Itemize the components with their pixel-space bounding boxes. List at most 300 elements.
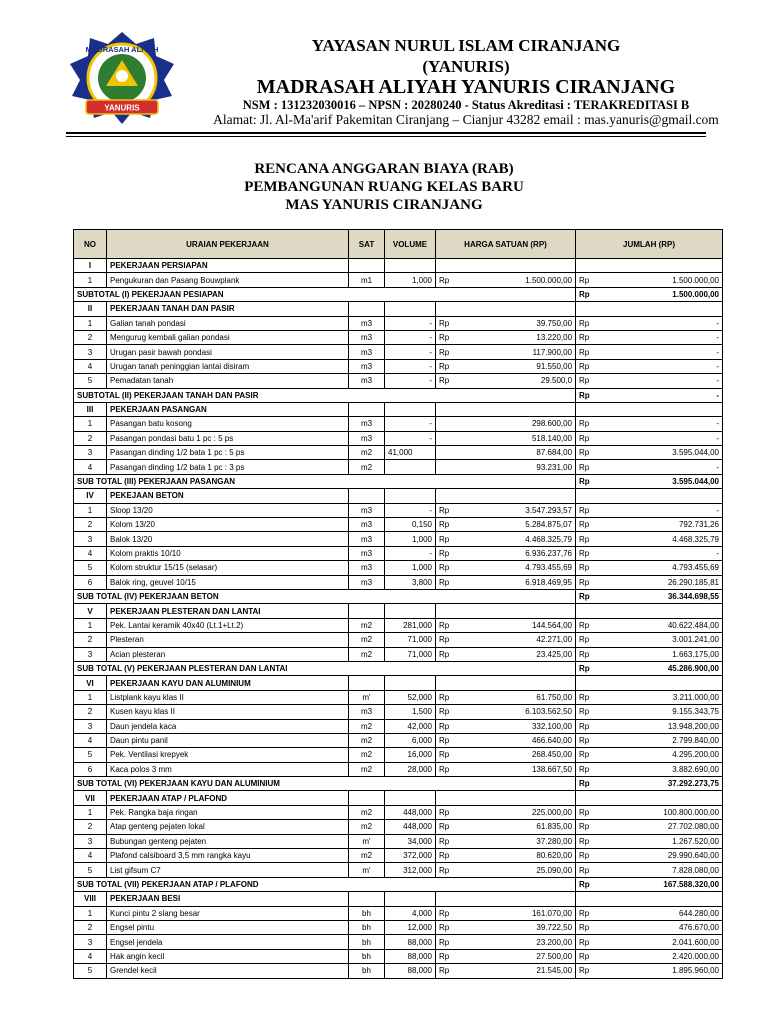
item-rp-total: Rp bbox=[576, 345, 602, 359]
cell-sat bbox=[349, 402, 385, 416]
item-volume: 71,000 bbox=[385, 633, 436, 647]
item-total: 644.280,00 bbox=[602, 906, 723, 920]
item-description: Kunci pintu 2 slang besar bbox=[107, 906, 349, 920]
table-row bbox=[74, 618, 723, 632]
item-volume: - bbox=[385, 417, 436, 431]
subtotal-row bbox=[74, 388, 723, 402]
table-body bbox=[74, 259, 723, 979]
item-number: 2 bbox=[74, 705, 107, 719]
item-rp-total: Rp bbox=[576, 820, 602, 834]
item-unit-price: 117.900,00 bbox=[462, 345, 576, 359]
item-unit: m2 bbox=[349, 633, 385, 647]
item-volume: - bbox=[385, 374, 436, 388]
item-unit: m2 bbox=[349, 805, 385, 819]
subtotal-rp: Rp bbox=[576, 777, 602, 791]
table-row bbox=[74, 805, 723, 819]
item-unit: m3 bbox=[349, 705, 385, 719]
item-rp-price: Rp bbox=[436, 647, 462, 661]
item-unit-price: 4.793.455,69 bbox=[462, 561, 576, 575]
item-rp-price: Rp bbox=[436, 690, 462, 704]
header-harga: HARGA SATUAN (RP) bbox=[436, 230, 576, 259]
item-number: 4 bbox=[74, 460, 107, 474]
item-total: - bbox=[602, 345, 723, 359]
section-row bbox=[74, 489, 723, 503]
item-total: 9.155.343,75 bbox=[602, 705, 723, 719]
table-row bbox=[74, 762, 723, 776]
subtotal-row bbox=[74, 877, 723, 891]
item-unit-price: 23.200,00 bbox=[462, 935, 576, 949]
item-rp-price: Rp bbox=[436, 748, 462, 762]
item-volume: 1,000 bbox=[385, 561, 436, 575]
section-title: PEKERJAAN ATAP / PLAFOND bbox=[107, 791, 349, 805]
item-rp-price: Rp bbox=[436, 906, 462, 920]
cell-total bbox=[602, 791, 723, 805]
item-rp-total: Rp bbox=[576, 417, 602, 431]
item-description: Mengurug kembali galian pondasi bbox=[107, 330, 349, 344]
subtotal-row bbox=[74, 589, 723, 603]
item-rp-price bbox=[436, 417, 462, 431]
section-number: VII bbox=[74, 791, 107, 805]
section-number: VIII bbox=[74, 892, 107, 906]
table-row bbox=[74, 935, 723, 949]
item-rp-price: Rp bbox=[436, 532, 462, 546]
item-unit: bh bbox=[349, 906, 385, 920]
item-rp-price: Rp bbox=[436, 518, 462, 532]
cell-sat bbox=[349, 302, 385, 316]
item-unit-price: 161.070,00 bbox=[462, 906, 576, 920]
section-number: III bbox=[74, 402, 107, 416]
cell-price bbox=[462, 791, 576, 805]
item-description: Pek. Ventilasi krepyek bbox=[107, 748, 349, 762]
item-unit-price: 29.500,0 bbox=[462, 374, 576, 388]
subtotal-rp: Rp bbox=[576, 474, 602, 488]
item-rp-price: Rp bbox=[436, 834, 462, 848]
item-rp-price: Rp bbox=[436, 359, 462, 373]
item-unit-price: 91.550,00 bbox=[462, 359, 576, 373]
item-unit: m3 bbox=[349, 503, 385, 517]
item-unit-price: 138.667,50 bbox=[462, 762, 576, 776]
cell-rp-price bbox=[436, 791, 462, 805]
item-volume: 12,000 bbox=[385, 920, 436, 934]
table-row bbox=[74, 733, 723, 747]
item-number: 6 bbox=[74, 575, 107, 589]
item-description: Kaca polos 3 mm bbox=[107, 762, 349, 776]
item-total: 1.663.175,00 bbox=[602, 647, 723, 661]
item-volume: 28,000 bbox=[385, 762, 436, 776]
item-description: Plesteran bbox=[107, 633, 349, 647]
item-description: Hak angin kecil bbox=[107, 949, 349, 963]
item-number: 4 bbox=[74, 949, 107, 963]
table-row bbox=[74, 719, 723, 733]
table-row bbox=[74, 690, 723, 704]
item-description: Pasangan pondasi batu 1 pc : 5 ps bbox=[107, 431, 349, 445]
item-unit: m3 bbox=[349, 546, 385, 560]
school-ids: NSM : 131232030016 – NPSN : 20280240 - Status Akreditasi : TERAKREDITASI B bbox=[242, 98, 690, 112]
item-rp-total: Rp bbox=[576, 935, 602, 949]
table-row bbox=[74, 633, 723, 647]
item-unit: m3 bbox=[349, 575, 385, 589]
item-total: 27.702.080,00 bbox=[602, 820, 723, 834]
item-volume: 1,500 bbox=[385, 705, 436, 719]
item-unit-price: 5.284.875,07 bbox=[462, 518, 576, 532]
item-rp-total: Rp bbox=[576, 964, 602, 978]
item-rp-price: Rp bbox=[436, 561, 462, 575]
item-description: Engsel jendela bbox=[107, 935, 349, 949]
item-volume: - bbox=[385, 431, 436, 445]
item-unit-price: 6.103.562,50 bbox=[462, 705, 576, 719]
cell-sat bbox=[349, 604, 385, 618]
item-rp-price: Rp bbox=[436, 705, 462, 719]
cell-rp-total bbox=[576, 676, 602, 690]
item-number: 2 bbox=[74, 633, 107, 647]
subtotal-rp: Rp bbox=[576, 661, 602, 675]
item-volume: - bbox=[385, 546, 436, 560]
item-rp-total: Rp bbox=[576, 633, 602, 647]
subtotal-amount: 3.595.044,00 bbox=[602, 474, 723, 488]
cell-total bbox=[602, 402, 723, 416]
section-row bbox=[74, 402, 723, 416]
item-total: 1.500.000,00 bbox=[602, 273, 723, 287]
table-row bbox=[74, 316, 723, 330]
item-rp-total: Rp bbox=[576, 359, 602, 373]
item-number: 3 bbox=[74, 345, 107, 359]
item-unit-price: 21.545,00 bbox=[462, 964, 576, 978]
section-number: I bbox=[74, 259, 107, 273]
item-description: Pasangan dinding 1/2 bata 1 pc : 3 ps bbox=[107, 460, 349, 474]
item-unit-price: 6.936.237,76 bbox=[462, 546, 576, 560]
table-row bbox=[74, 273, 723, 287]
item-number: 6 bbox=[74, 762, 107, 776]
subtotal-label: SUB TOTAL (V) PEKERJAAN PLESTERAN DAN LANTAI bbox=[74, 661, 576, 675]
item-rp-total: Rp bbox=[576, 374, 602, 388]
item-number: 1 bbox=[74, 618, 107, 632]
table-row bbox=[74, 345, 723, 359]
letterhead-rule-thin bbox=[66, 136, 706, 137]
cell-rp-price bbox=[436, 604, 462, 618]
subtotal-amount: 1.500.000,00 bbox=[602, 287, 723, 301]
item-volume: 88,000 bbox=[385, 949, 436, 963]
item-unit: m2 bbox=[349, 820, 385, 834]
table-row bbox=[74, 518, 723, 532]
item-volume: 372,000 bbox=[385, 849, 436, 863]
item-rp-price: Rp bbox=[436, 964, 462, 978]
item-rp-total: Rp bbox=[576, 575, 602, 589]
section-number: IV bbox=[74, 489, 107, 503]
item-rp-total: Rp bbox=[576, 460, 602, 474]
table-row bbox=[74, 446, 723, 460]
item-volume: - bbox=[385, 345, 436, 359]
item-unit-price: 80.620,00 bbox=[462, 849, 576, 863]
item-total: 4.793.455,69 bbox=[602, 561, 723, 575]
title-line-1: RENCANA ANGGARAN BIAYA (RAB) bbox=[254, 161, 514, 177]
item-rp-price: Rp bbox=[436, 719, 462, 733]
cell-sat bbox=[349, 259, 385, 273]
item-volume: - bbox=[385, 316, 436, 330]
item-description: Kolom struktur 15/15 (selasar) bbox=[107, 561, 349, 575]
subtotal-row bbox=[74, 287, 723, 301]
item-rp-price: Rp bbox=[436, 849, 462, 863]
table-row bbox=[74, 575, 723, 589]
item-unit-price: 466.640,00 bbox=[462, 733, 576, 747]
item-description: Grendel kecil bbox=[107, 964, 349, 978]
cell-rp-total bbox=[576, 892, 602, 906]
table-row bbox=[74, 820, 723, 834]
cell-volume bbox=[385, 892, 436, 906]
item-total: - bbox=[602, 431, 723, 445]
item-description: Pasangan batu kosong bbox=[107, 417, 349, 431]
item-number: 1 bbox=[74, 503, 107, 517]
cell-rp-total bbox=[576, 791, 602, 805]
cell-price bbox=[462, 402, 576, 416]
subtotal-row bbox=[74, 777, 723, 791]
item-description: Pasangan dinding 1/2 bata 1 pc : 5 ps bbox=[107, 446, 349, 460]
item-unit: m3 bbox=[349, 345, 385, 359]
item-volume: 16,000 bbox=[385, 748, 436, 762]
item-unit-price: 268.450,00 bbox=[462, 748, 576, 762]
cell-volume bbox=[385, 402, 436, 416]
table-row bbox=[74, 417, 723, 431]
item-rp-total: Rp bbox=[576, 805, 602, 819]
cell-sat bbox=[349, 892, 385, 906]
item-volume: 448,000 bbox=[385, 820, 436, 834]
item-number: 2 bbox=[74, 330, 107, 344]
item-unit: m2 bbox=[349, 748, 385, 762]
item-rp-price: Rp bbox=[436, 618, 462, 632]
item-total: 4.295.200,00 bbox=[602, 748, 723, 762]
subtotal-rp: Rp bbox=[576, 589, 602, 603]
item-volume: 71,000 bbox=[385, 647, 436, 661]
cell-total bbox=[602, 604, 723, 618]
item-rp-total: Rp bbox=[576, 316, 602, 330]
section-title: PEKERJAAN KAYU DAN ALUMINIUM bbox=[107, 676, 349, 690]
item-unit: bh bbox=[349, 949, 385, 963]
item-description: Kolom 13/20 bbox=[107, 518, 349, 532]
item-description: Daun pintu panil bbox=[107, 733, 349, 747]
item-number: 3 bbox=[74, 719, 107, 733]
item-description: Bubungan genteng pejaten bbox=[107, 834, 349, 848]
item-unit: m' bbox=[349, 834, 385, 848]
table-row bbox=[74, 834, 723, 848]
item-description: Pek. Lantai keramik 40x40 (Lt.1+Lt.2) bbox=[107, 618, 349, 632]
item-unit: bh bbox=[349, 920, 385, 934]
subtotal-label: SUB TOTAL (IV) PEKERJAAN BETON bbox=[74, 589, 576, 603]
item-volume bbox=[385, 460, 436, 474]
cell-volume bbox=[385, 791, 436, 805]
item-description: Balok ring, geuvel 10/15 bbox=[107, 575, 349, 589]
header-sat: SAT bbox=[349, 230, 385, 259]
cell-volume bbox=[385, 259, 436, 273]
item-total: 26.290.185,81 bbox=[602, 575, 723, 589]
subtotal-row bbox=[74, 474, 723, 488]
svg-text:MADRASAH ALIYAH: MADRASAH ALIYAH bbox=[85, 45, 159, 54]
item-rp-price: Rp bbox=[436, 805, 462, 819]
item-unit: m3 bbox=[349, 316, 385, 330]
table-row bbox=[74, 863, 723, 877]
item-unit: m2 bbox=[349, 733, 385, 747]
table-row bbox=[74, 503, 723, 517]
item-rp-total: Rp bbox=[576, 532, 602, 546]
section-row bbox=[74, 791, 723, 805]
cell-sat bbox=[349, 489, 385, 503]
item-total: 1.267.520,00 bbox=[602, 834, 723, 848]
item-unit: m2 bbox=[349, 618, 385, 632]
item-description: Galian tanah pondasi bbox=[107, 316, 349, 330]
cell-rp-price bbox=[436, 892, 462, 906]
item-rp-price: Rp bbox=[436, 949, 462, 963]
item-volume: - bbox=[385, 503, 436, 517]
subtotal-amount: - bbox=[602, 388, 723, 402]
item-number: 3 bbox=[74, 532, 107, 546]
cell-price bbox=[462, 489, 576, 503]
item-description: Atap genteng pejaten lokal bbox=[107, 820, 349, 834]
cell-rp-total bbox=[576, 489, 602, 503]
item-volume: 281,000 bbox=[385, 618, 436, 632]
item-rp-price: Rp bbox=[436, 762, 462, 776]
table-row bbox=[74, 546, 723, 560]
header-no: NO bbox=[74, 230, 107, 259]
item-volume: 1,000 bbox=[385, 273, 436, 287]
item-unit: m3 bbox=[349, 417, 385, 431]
item-volume: 1,000 bbox=[385, 532, 436, 546]
item-description: Daun jendela kaca bbox=[107, 719, 349, 733]
item-rp-total: Rp bbox=[576, 446, 602, 460]
table-row bbox=[74, 748, 723, 762]
table-row bbox=[74, 949, 723, 963]
table-row bbox=[74, 705, 723, 719]
item-total: 2.041.600,00 bbox=[602, 935, 723, 949]
item-rp-total: Rp bbox=[576, 733, 602, 747]
item-unit-price: 42.271,00 bbox=[462, 633, 576, 647]
item-number: 5 bbox=[74, 863, 107, 877]
item-rp-total: Rp bbox=[576, 949, 602, 963]
subtotal-label: SUB TOTAL (III) PEKERJAAN PASANGAN bbox=[74, 474, 576, 488]
subtotal-rp: Rp bbox=[576, 287, 602, 301]
item-total: 2.420.000,00 bbox=[602, 949, 723, 963]
item-number: 4 bbox=[74, 733, 107, 747]
item-volume: - bbox=[385, 359, 436, 373]
item-unit: m' bbox=[349, 863, 385, 877]
item-rp-price bbox=[436, 460, 462, 474]
letterhead-rule bbox=[66, 132, 706, 134]
item-rp-price: Rp bbox=[436, 345, 462, 359]
item-rp-total: Rp bbox=[576, 762, 602, 776]
item-number: 1 bbox=[74, 273, 107, 287]
item-volume: 41,000 bbox=[385, 446, 436, 460]
item-total: - bbox=[602, 374, 723, 388]
item-total: - bbox=[602, 417, 723, 431]
table-row bbox=[74, 920, 723, 934]
cell-rp-price bbox=[436, 259, 462, 273]
item-rp-price bbox=[436, 446, 462, 460]
item-rp-total: Rp bbox=[576, 330, 602, 344]
cell-volume bbox=[385, 676, 436, 690]
item-description: Urugan tanah peninggian lantai disiram bbox=[107, 359, 349, 373]
cell-price bbox=[462, 892, 576, 906]
item-rp-price: Rp bbox=[436, 273, 462, 287]
cell-price bbox=[462, 302, 576, 316]
table-header-row bbox=[74, 230, 723, 259]
cell-rp-price bbox=[436, 489, 462, 503]
item-total: - bbox=[602, 316, 723, 330]
cell-rp-total bbox=[576, 604, 602, 618]
item-rp-total: Rp bbox=[576, 561, 602, 575]
foundation-name: YAYASAN NURUL ISLAM CIRANJANG bbox=[311, 36, 621, 55]
item-unit: m3 bbox=[349, 330, 385, 344]
item-unit: m2 bbox=[349, 849, 385, 863]
table-row bbox=[74, 460, 723, 474]
cell-rp-total bbox=[576, 302, 602, 316]
cell-sat bbox=[349, 791, 385, 805]
document-title bbox=[0, 160, 768, 214]
item-description: Kolom praktis 10/10 bbox=[107, 546, 349, 560]
section-title: PEKERJAAN TANAH DAN PASIR bbox=[107, 302, 349, 316]
section-row bbox=[74, 604, 723, 618]
subtotal-label: SUB TOTAL (VII) PEKERJAAN ATAP / PLAFOND bbox=[74, 877, 576, 891]
item-rp-price: Rp bbox=[436, 633, 462, 647]
item-unit: m2 bbox=[349, 446, 385, 460]
school-name: MADRASAH ALIYAH YANURIS CIRANJANG bbox=[256, 76, 676, 98]
item-rp-total: Rp bbox=[576, 834, 602, 848]
item-volume: 88,000 bbox=[385, 964, 436, 978]
item-unit: bh bbox=[349, 964, 385, 978]
item-total: 476.670,00 bbox=[602, 920, 723, 934]
item-description: Kusen kayu klas II bbox=[107, 705, 349, 719]
item-unit: m2 bbox=[349, 460, 385, 474]
item-unit: bh bbox=[349, 935, 385, 949]
item-number: 3 bbox=[74, 446, 107, 460]
item-total: 40.622.484,00 bbox=[602, 618, 723, 632]
item-rp-total: Rp bbox=[576, 849, 602, 863]
item-number: 2 bbox=[74, 820, 107, 834]
item-number: 5 bbox=[74, 748, 107, 762]
table-row bbox=[74, 532, 723, 546]
item-rp-total: Rp bbox=[576, 618, 602, 632]
item-total: 3.001.241,00 bbox=[602, 633, 723, 647]
item-total: 2.799.840,00 bbox=[602, 733, 723, 747]
subtotal-row bbox=[74, 661, 723, 675]
item-total: - bbox=[602, 330, 723, 344]
cell-volume bbox=[385, 302, 436, 316]
item-unit-price: 144.564,00 bbox=[462, 618, 576, 632]
item-rp-total: Rp bbox=[576, 546, 602, 560]
item-number: 5 bbox=[74, 964, 107, 978]
item-number: 1 bbox=[74, 906, 107, 920]
item-rp-total: Rp bbox=[576, 518, 602, 532]
item-rp-price: Rp bbox=[436, 920, 462, 934]
table-row bbox=[74, 330, 723, 344]
item-description: Balok 13/20 bbox=[107, 532, 349, 546]
item-total: 4.468.325,79 bbox=[602, 532, 723, 546]
table-row bbox=[74, 561, 723, 575]
cell-price bbox=[462, 259, 576, 273]
svg-text:YANURIS: YANURIS bbox=[104, 103, 140, 113]
item-description: Pek. Rangka baja ringan bbox=[107, 805, 349, 819]
cell-rp-price bbox=[436, 402, 462, 416]
item-total: - bbox=[602, 546, 723, 560]
item-unit: m3 bbox=[349, 561, 385, 575]
item-description: Plafond calsiboard 3,5 mm rangka kayu bbox=[107, 849, 349, 863]
item-total: - bbox=[602, 503, 723, 517]
subtotal-label: SUBTOTAL (I) PEKERJAAN PESIAPAN bbox=[74, 287, 576, 301]
item-unit-price: 27.500,00 bbox=[462, 949, 576, 963]
section-title: PEKERJAAN BESI bbox=[107, 892, 349, 906]
item-total: 1.895.960,00 bbox=[602, 964, 723, 978]
table-row bbox=[74, 374, 723, 388]
item-description: Listplank kayu klas II bbox=[107, 690, 349, 704]
item-number: 3 bbox=[74, 834, 107, 848]
subtotal-rp: Rp bbox=[576, 877, 602, 891]
cell-sat bbox=[349, 676, 385, 690]
